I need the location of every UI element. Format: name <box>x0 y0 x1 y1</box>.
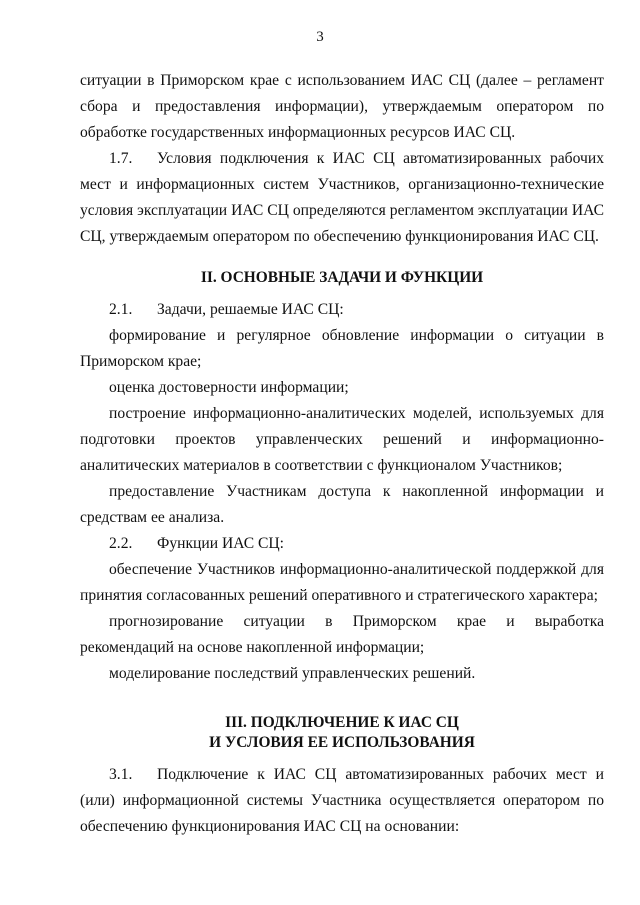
function-item: обеспечение Участников информационно-аналитической поддержкой для принятия согласованных решений оперативного и стратегического характера; <box>80 561 604 604</box>
task-item: формирование и регулярное обновление информации о ситуации в Приморском крае; <box>80 327 604 370</box>
section-2-heading: II. ОСНОВНЫЕ ЗАДАЧИ И ФУНКЦИИ <box>200 269 484 286</box>
section-3-heading <box>80 713 604 753</box>
paragraph-continuation: ситуации в Приморском крае с использованием ИАС СЦ (далее – регламент сбора и предоставления информации), утверждаемым оператором по обработке государственных информационных ресурсов ИАС СЦ. <box>80 72 604 141</box>
section-3-heading-line1: III. ПОДКЛЮЧЕНИЕ К ИАС СЦ <box>225 714 459 731</box>
function-item: прогнозирование ситуации в Приморском крае и выработка рекомендаций на основе накопленной информации; <box>80 613 604 656</box>
paragraph-text: Подключение к ИАС СЦ автоматизированных рабочих мест и (или) информационной системы Участника осуществляется оператором по обеспечению функционирования ИАС СЦ на основании: <box>80 766 604 835</box>
item-number: 3.1. <box>109 766 133 783</box>
task-item: построение информационно-аналитических моделей, используемых для подготовки проектов управленческих решений и информационно-аналитических материалов в соответствии с функционалом Участников; <box>80 405 604 474</box>
paragraph-2-1 <box>80 297 604 323</box>
task-item: предоставление Участникам доступа к накопленной информации и средствам ее анализа. <box>80 483 604 526</box>
paragraph-text: Задачи, решаемые ИАС СЦ: <box>157 301 344 318</box>
section-3-heading-line2: И УСЛОВИЯ ЕЕ ИСПОЛЬЗОВАНИЯ <box>209 734 475 751</box>
paragraph-text: Функции ИАС СЦ: <box>157 535 285 552</box>
item-number: 2.1. <box>109 301 133 318</box>
section-3-body <box>80 762 604 840</box>
intro-block <box>80 68 604 250</box>
paragraph-text: Условия подключения к ИАС СЦ автоматизированных рабочих мест и информационных систем Участников, организационно-технические условия эксплуатации ИАС СЦ определяются регламентом эксплуатации ИАС СЦ, утверждаемым оператором по обеспечению функционирования ИАС СЦ. <box>80 150 604 245</box>
function-item: моделирование последствий управленческих решений. <box>109 665 476 682</box>
item-number: 2.2. <box>109 535 133 552</box>
paragraph-1-7 <box>80 146 604 250</box>
paragraph-2-2 <box>80 531 604 557</box>
page-number: 3 <box>316 29 324 45</box>
section-2-body <box>80 297 604 687</box>
item-number: 1.7. <box>109 150 133 167</box>
paragraph-3-1 <box>80 762 604 840</box>
task-item: оценка достоверности информации; <box>109 379 349 396</box>
